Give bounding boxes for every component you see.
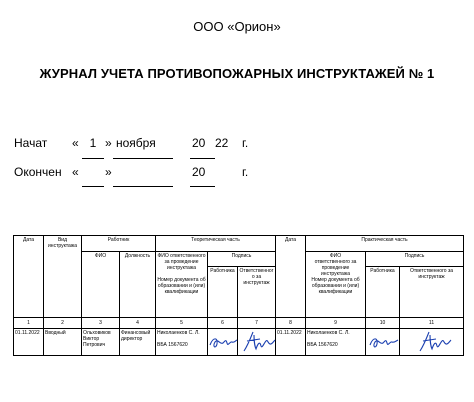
header-worker-fio: ФИО xyxy=(82,252,120,318)
instruction-journal-table xyxy=(13,235,464,356)
finished-label: Окончен xyxy=(14,165,62,179)
company-name: ООО «Орион» xyxy=(193,19,281,34)
header-theory-doc-label: Номер документа об образовании и (или) квалификации xyxy=(157,277,206,295)
col-number: 2 xyxy=(44,318,82,329)
col-number: 4 xyxy=(120,318,156,329)
col-number: 9 xyxy=(306,318,366,329)
journal-title: ЖУРНАЛ УЧЕТА ПРОТИВОПОЖАРНЫХ ИНСТРУКТАЖЕЙ № 1 xyxy=(39,66,435,81)
row-position: Финансовый директор xyxy=(120,329,156,356)
header-theory-sig-worker: Работника xyxy=(208,267,238,318)
col-number: 7 xyxy=(238,318,276,329)
header-worker-position: Должность xyxy=(120,252,156,318)
header-theory-sig-resp: Ответственного за инструктаж xyxy=(238,267,276,318)
header-practice-instructor-label: ответственного за проведение инструктажа xyxy=(314,259,357,277)
row-fio: Ольховиков Виктор Петрович xyxy=(82,329,120,356)
header-theory-signature: Подпись xyxy=(208,252,276,267)
practice-worker-signature xyxy=(366,329,400,356)
header-practice-date: Дата xyxy=(276,236,306,318)
header-practice-fio-label: ФИО xyxy=(329,253,342,259)
row-practice-instructor-name: Николаенков С. Л. xyxy=(307,330,350,336)
header-practice: Практическая часть xyxy=(306,236,464,252)
signature-image xyxy=(238,329,276,355)
practice-responsible-signature xyxy=(400,329,464,356)
header-practice-sig-resp: Ответственного за инструктаж xyxy=(400,267,464,318)
header-practice-doc-label: Номер документа об образовании и (или) квалификации xyxy=(311,277,360,295)
started-year-prefix: 20 xyxy=(192,136,206,150)
header-worker: Работник xyxy=(82,236,156,252)
started-year-unit: г. xyxy=(242,136,249,150)
finished-year-line xyxy=(190,186,215,187)
table-row xyxy=(14,329,464,356)
row-instructor-name: Николаенков С. Л. xyxy=(157,330,200,336)
row-instructor xyxy=(156,329,208,356)
started-quote-close: » xyxy=(105,136,112,150)
row-practice-date: 01.11.2022 xyxy=(276,329,306,356)
started-month: ноября xyxy=(116,136,156,150)
header-practice-signature: Подпись xyxy=(366,252,464,267)
finished-quote-open: « xyxy=(72,165,79,179)
header-date: Дата xyxy=(14,236,44,318)
header-type: Вид инструктажа xyxy=(44,236,82,318)
header-theory: Теоретическая часть xyxy=(156,236,276,252)
finished-year-prefix: 20 xyxy=(192,165,206,179)
col-number: 10 xyxy=(366,318,400,329)
header-theory-instructor-label: ФИО ответственного за проведение инструктажа xyxy=(157,253,206,271)
finished-month-line xyxy=(113,186,173,187)
responsible-signature xyxy=(238,329,276,356)
row-type: Вводный xyxy=(44,329,82,356)
col-number: 1 xyxy=(14,318,44,329)
started-year-suffix: 22 xyxy=(215,136,229,150)
started-day: 1 xyxy=(89,136,97,150)
started-year-line xyxy=(190,158,215,159)
signature-image xyxy=(366,329,400,355)
finished-quote-close: » xyxy=(105,165,112,179)
header-practice-sig-worker: Работника xyxy=(366,267,400,318)
finished-day-line xyxy=(82,186,104,187)
row-practice-doc: ВБА 1567620 xyxy=(307,342,338,348)
col-number: 8 xyxy=(276,318,306,329)
started-label: Начат xyxy=(14,136,48,150)
col-number: 6 xyxy=(208,318,238,329)
worker-signature xyxy=(208,329,238,356)
col-number: 3 xyxy=(82,318,120,329)
signature-image xyxy=(400,329,464,355)
header-practice-fio xyxy=(306,252,366,318)
col-number: 11 xyxy=(400,318,464,329)
started-quote-open: « xyxy=(72,136,79,150)
started-day-line xyxy=(82,158,104,159)
signature-image xyxy=(208,329,238,355)
row-practice-instructor xyxy=(306,329,366,356)
row-date: 01.11.2022 xyxy=(14,329,44,356)
header-theory-instructor xyxy=(156,252,208,318)
row-instructor-doc: ВБА 1567620 xyxy=(157,342,188,348)
finished-year-unit: г. xyxy=(242,165,249,179)
col-number: 5 xyxy=(156,318,208,329)
started-month-line xyxy=(113,158,173,159)
